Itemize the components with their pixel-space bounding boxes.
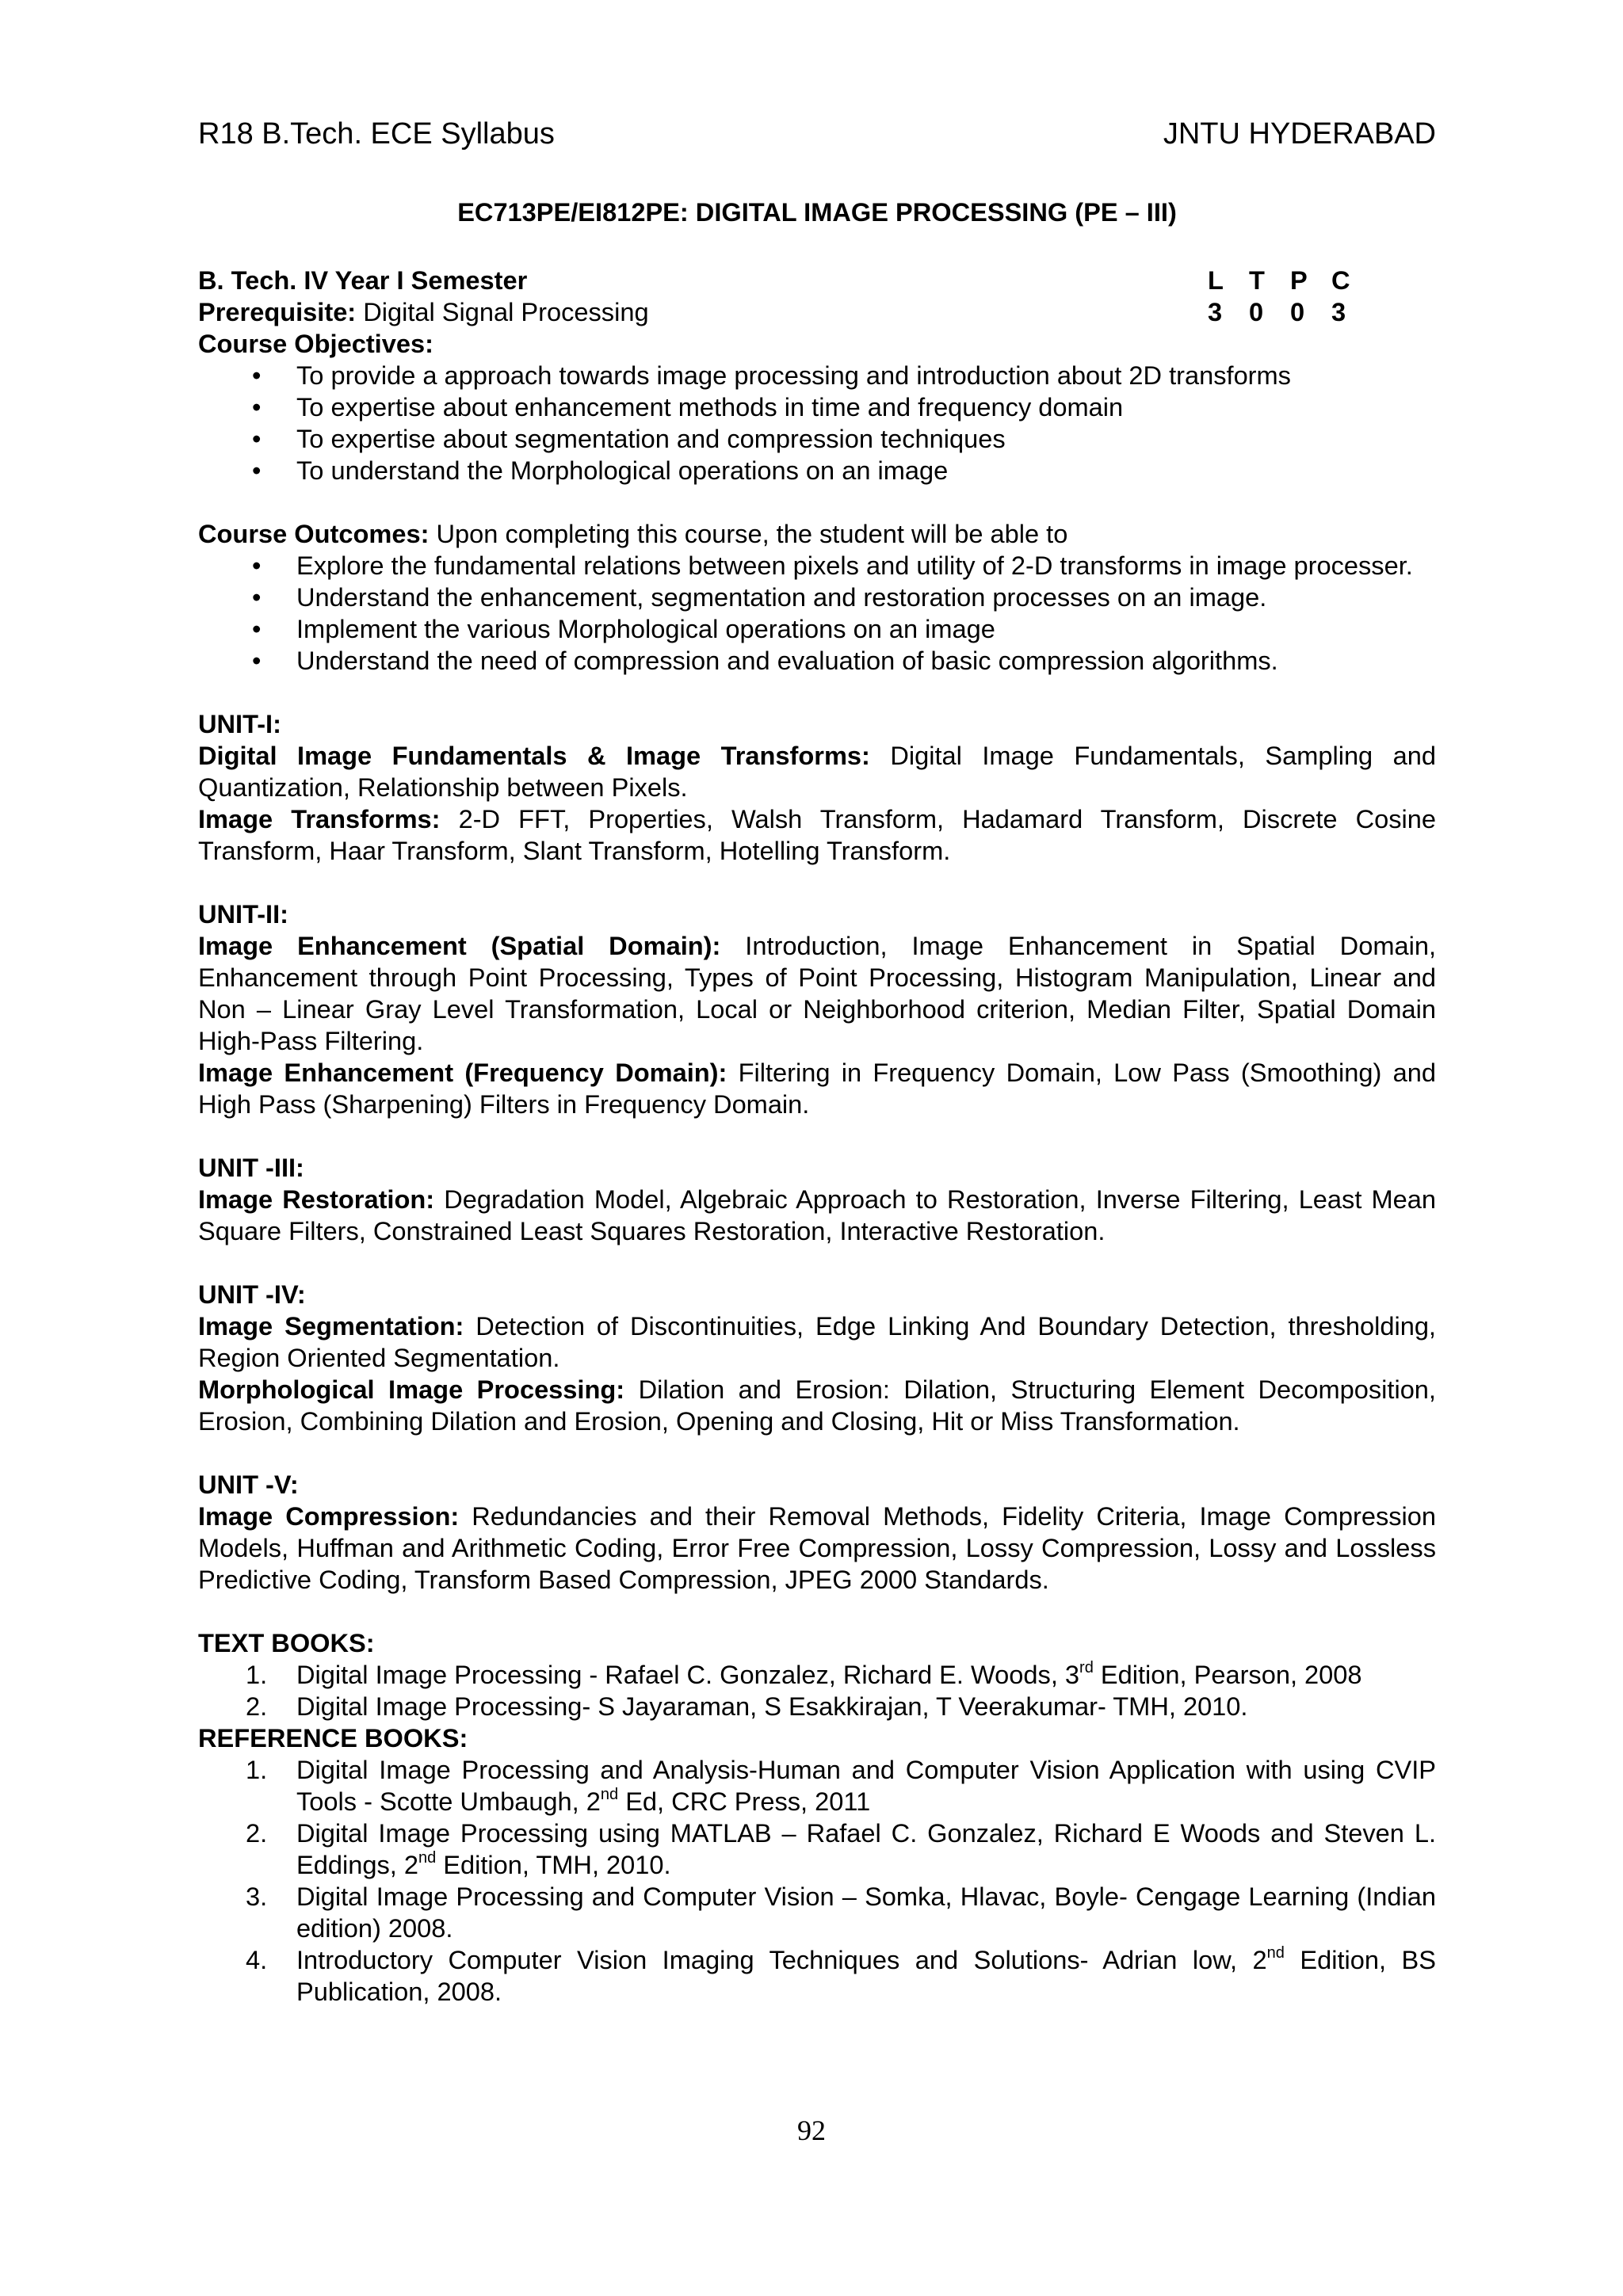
item-number: 1. xyxy=(246,1660,268,1689)
list-item xyxy=(198,550,1436,582)
topic-heading: Image Restoration: xyxy=(198,1184,435,1214)
list-item xyxy=(198,360,1436,391)
list-item-text: To expertise about segmentation and compression techniques xyxy=(296,424,1006,453)
item-number: 1. xyxy=(246,1755,268,1784)
topic-text: Digital Image Fundamentals, Sampling and Quantization, Relationship between Pixels. xyxy=(198,741,1437,802)
reference-books-list xyxy=(198,1754,1436,2008)
reference-books-heading: REFERENCE BOOKS: xyxy=(198,1723,468,1753)
item-number: 2. xyxy=(246,1818,268,1848)
text-books-list xyxy=(198,1659,1436,1722)
book-text: Introductory Computer Vision Imaging Techniques and Solutions- Adrian low, 2 xyxy=(296,1945,1267,1974)
ltpc-value: 0 xyxy=(1249,297,1264,326)
superscript: rd xyxy=(1079,1659,1094,1676)
topic-heading: Image Segmentation: xyxy=(198,1311,464,1341)
list-item xyxy=(198,1944,1436,2008)
topic-text: Degradation Model, Algebraic Approach to Restoration, Inverse Filtering, Least Mean Square Filters, Constrained Least Squares Restoration, Interactive Restoration. xyxy=(198,1184,1436,1245)
semester-label: B. Tech. IV Year I Semester xyxy=(198,265,528,295)
list-item-text: Understand the need of compression and evaluation of basic compression algorithms. xyxy=(296,646,1278,675)
prerequisite-text: Digital Signal Processing xyxy=(356,297,649,326)
topic-text: Dilation and Erosion: Dilation, Structuring Element Decomposition, Erosion, Combining Dilation and Erosion, Opening and Closing, Hit or Miss Transformation. xyxy=(198,1375,1436,1436)
list-item xyxy=(198,582,1436,613)
list-item-text: Implement the various Morphological operations on an image xyxy=(296,614,995,643)
book-text: Edition, Pearson, 2008 xyxy=(1093,1660,1362,1689)
list-item xyxy=(198,1881,1436,1944)
bullet-icon: • xyxy=(252,551,262,580)
ltpc-value: 0 xyxy=(1290,297,1305,326)
ltpc-label: P xyxy=(1290,265,1308,295)
list-item-text: Explore the fundamental relations between pixels and utility of 2-D transforms in image processer. xyxy=(296,551,1413,580)
objectives-list xyxy=(198,360,1436,486)
topic-text: Detection of Discontinuities, Edge Linking And Boundary Detection, thresholding, Region Oriented Segmentation. xyxy=(198,1311,1436,1372)
list-item xyxy=(198,423,1436,455)
topic-heading: Morphological Image Processing: xyxy=(198,1375,625,1404)
bullet-icon: • xyxy=(252,582,262,612)
book-text: Digital Image Processing and Analysis-Human and Computer Vision Application with using CVIP Tools - Scotte Umbaugh, 2 xyxy=(296,1755,1436,1816)
bullet-icon: • xyxy=(252,392,262,421)
superscript: nd xyxy=(1266,1944,1285,1962)
unit-title: UNIT -IV: xyxy=(198,1280,306,1309)
bullet-icon: • xyxy=(252,424,262,453)
unit-paragraph xyxy=(198,1057,1436,1120)
superscript: nd xyxy=(418,1849,437,1867)
ltpc-label: C xyxy=(1331,265,1350,295)
ltpc-value: 3 xyxy=(1331,297,1346,326)
topic-heading: Digital Image Fundamentals & Image Transforms: xyxy=(198,741,870,770)
bullet-icon: • xyxy=(252,360,262,390)
outcomes-intro-text: Upon completing this course, the student will be able to xyxy=(429,519,1068,548)
book-text: Digital Image Processing and Computer Vision – Somka, Hlavac, Boyle- Cengage Learning (Indian edition) 2008. xyxy=(296,1882,1436,1943)
ltpc-value: 3 xyxy=(1208,297,1223,326)
unit-title: UNIT -V: xyxy=(198,1470,299,1499)
unit-title: UNIT -III: xyxy=(198,1153,304,1182)
list-item xyxy=(198,613,1436,645)
list-item-text: To understand the Morphological operations on an image xyxy=(296,456,949,485)
topic-heading: Image Enhancement (Spatial Domain): xyxy=(198,931,721,960)
header-left: R18 B.Tech. ECE Syllabus xyxy=(198,117,555,151)
list-item-text: Understand the enhancement, segmentation and restoration processes on an image. xyxy=(296,582,1267,612)
list-item xyxy=(198,1691,1436,1722)
topic-text: Filtering in Frequency Domain, Low Pass (Smoothing) and High Pass (Sharpening) Filters in Frequency Domain. xyxy=(198,1058,1436,1119)
unit-paragraph xyxy=(198,1374,1436,1437)
outcomes-intro xyxy=(198,518,1436,550)
ltpc-label: L xyxy=(1208,265,1224,295)
topic-heading: Image Compression: xyxy=(198,1501,460,1531)
unit-paragraph xyxy=(198,1501,1436,1596)
bullet-icon: • xyxy=(252,646,262,675)
course-title: EC713PE/EI812PE: DIGITAL IMAGE PROCESSING (PE – III) xyxy=(457,197,1177,227)
list-item xyxy=(198,645,1436,677)
unit-paragraph xyxy=(198,1310,1436,1374)
bullet-icon: • xyxy=(252,614,262,643)
item-number: 3. xyxy=(246,1882,268,1911)
ltpc-label: T xyxy=(1249,265,1265,295)
unit-title: UNIT-II: xyxy=(198,899,289,929)
prerequisite-label: Prerequisite: xyxy=(198,297,357,326)
text-books-heading: TEXT BOOKS: xyxy=(198,1628,375,1657)
topic-text: 2-D FFT, Properties, Walsh Transform, Hadamard Transform, Discrete Cosine Transform, Haar Transform, Slant Transform, Hotelling Transform. xyxy=(198,804,1436,865)
list-item xyxy=(198,1659,1436,1691)
item-number: 2. xyxy=(246,1691,268,1721)
outcomes-heading: Course Outcomes: xyxy=(198,519,430,548)
topic-heading: Image Enhancement (Frequency Domain): xyxy=(198,1058,727,1087)
topic-heading: Image Transforms: xyxy=(198,804,441,833)
book-text: Edition, BS Publication, 2008. xyxy=(296,1945,1437,2006)
topic-text: Redundancies and their Removal Methods, Fidelity Criteria, Image Compression Models, Huffman and Arithmetic Coding, Error Free Compression, Lossy Compression, Lossy and Lossless Predictive Coding, Transform Based Compression, JPEG 2000 Standards. xyxy=(198,1501,1437,1594)
page-number: 92 xyxy=(797,2115,826,2146)
list-item xyxy=(198,1817,1436,1881)
list-item xyxy=(198,391,1436,423)
superscript: nd xyxy=(600,1786,619,1803)
unit-paragraph xyxy=(198,803,1436,867)
list-item-text: To expertise about enhancement methods in time and frequency domain xyxy=(296,392,1124,421)
unit-title: UNIT-I: xyxy=(198,709,281,738)
unit-paragraph xyxy=(198,1184,1436,1247)
list-item-text: To provide a approach towards image processing and introduction about 2D transforms xyxy=(296,360,1291,390)
book-text: Edition, TMH, 2010. xyxy=(436,1850,671,1879)
book-text: Digital Image Processing using MATLAB – Rafael C. Gonzalez, Richard E Woods and Steven L. Eddings, 2 xyxy=(296,1818,1436,1879)
objectives-heading: Course Objectives: xyxy=(198,329,433,358)
topic-text: Introduction, Image Enhancement in Spatial Domain, Enhancement through Point Processing, Types of Point Processing, Histogram Manipulation, Linear and Non – Linear Gray Level Transformation, Local or Neighborhood criterion, Median Filter, Spatial Domain High-Pass Filtering. xyxy=(198,931,1436,1055)
ltpc-table xyxy=(1208,265,1373,328)
item-number: 4. xyxy=(246,1945,268,1974)
outcomes-list xyxy=(198,550,1436,677)
list-item xyxy=(198,1754,1436,1817)
book-text: Ed, CRC Press, 2011 xyxy=(618,1787,871,1816)
unit-paragraph xyxy=(198,930,1436,1057)
bullet-icon: • xyxy=(252,456,262,485)
unit-paragraph xyxy=(198,740,1436,803)
book-text: Digital Image Processing - Rafael C. Gonzalez, Richard E. Woods, 3 xyxy=(296,1660,1080,1689)
book-text: Digital Image Processing- S Jayaraman, S Esakkirajan, T Veerakumar- TMH, 2010. xyxy=(296,1691,1248,1721)
list-item xyxy=(198,455,1436,486)
syllabus-content xyxy=(198,196,1436,2008)
header-right: JNTU HYDERABAD xyxy=(1163,117,1436,151)
